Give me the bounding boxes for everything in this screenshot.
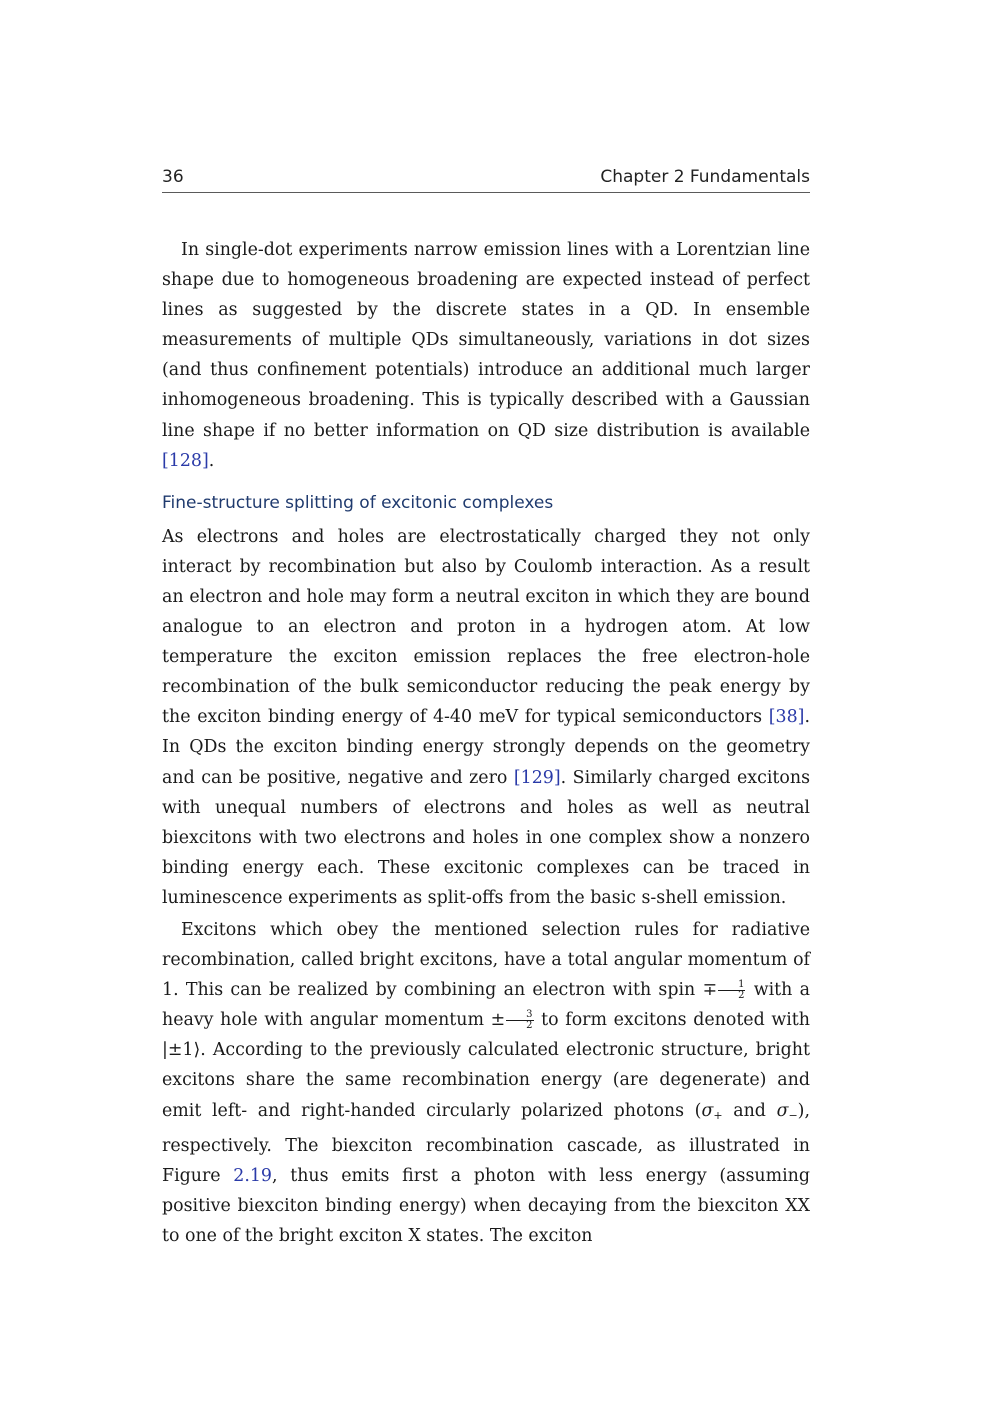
paragraph-text: ), respectively. The biexciton recombination cascade, as illustrated in Figure [162, 1100, 810, 1186]
sigma-minus-symbol: $\sigma_-$ [776, 1100, 798, 1122]
page-number: 36 [162, 167, 184, 187]
paragraph-text: . In QDs the exciton binding energy strongly depends on the geometry and can be positive, negative and zero [162, 707, 810, 788]
paragraph-bright-excitons [162, 915, 810, 1251]
paragraph-excitons [162, 522, 810, 913]
fraction-one-half [718, 980, 745, 1001]
paragraph-text: , thus emits first a photon with less energy (assuming positive biexciton binding energy) when decaying from the biexciton XX to one of the bright exciton X states. The exciton [162, 1165, 810, 1246]
page-header [162, 166, 810, 193]
fraction-numerator: 1 [718, 980, 745, 991]
paragraph-text: As electrons and holes are electrostatically charged they not only interact by recombination but also by Coulomb interaction. As a result an electron and hole may form a neutral exciton in which they are bound analogue to an electron and proton in a hydrogen atom. At low temperature the exciton emission replaces the free electron-hole recombination of the bulk semiconductor reducing the peak energy by the exciton binding energy of 4-40 meV for typical semiconductors [162, 526, 810, 728]
figure-reference-link[interactable]: 2.19 [233, 1165, 272, 1186]
paragraph-text: In single-dot experiments narrow emission lines with a Lorentzian line shape due to homogeneous broadening are expected instead of perfect lines as suggested by the discrete states in a QD. In ensemble measurements of multiple QDs simultaneously, variations in dot sizes (and thus confinement potentials) introduce an additional much larger inhomogeneous broadening. This is typically described with a Gaussian line shape if no better information on QD size distribution is available [162, 240, 810, 441]
running-title: Chapter 2 Fundamentals [600, 167, 810, 187]
fraction-three-halves [506, 1010, 533, 1031]
paragraph-text: with a heavy hole with angular momentum ± [162, 980, 810, 1031]
paragraph-text: and [722, 1100, 777, 1121]
fraction-denominator: 2 [738, 990, 745, 1002]
paragraph-broadening [162, 235, 810, 476]
fraction-numerator: 3 [506, 1010, 533, 1021]
citation-link[interactable]: [128] [162, 450, 209, 471]
sigma-plus-symbol: $\sigma_+$ [701, 1100, 723, 1122]
paragraph-text: Excitons which obey the mentioned selection rules for radiative recombination, called bright excitons, have a total angular momentum of 1. This can be realized by combining an electron with spin ∓ [162, 919, 810, 1001]
paragraph-text: . Similarly charged excitons with unequal numbers of electrons and holes as well as neutral biexcitons with two electrons and holes in one complex show a nonzero binding energy each. These excitonic complexes can be traced in luminescence experiments as split-offs from the basic s-shell emission. [162, 767, 810, 908]
paragraph-text: to form excitons denoted with |±1⟩. According to the previously calculated electronic structure, bright excitons share the same recombination energy (are degenerate) and emit left- and right-handed circularly polarized photons ( [162, 1010, 810, 1121]
citation-link[interactable]: [129] [513, 767, 561, 788]
citation-link[interactable]: [38] [768, 707, 805, 728]
section-heading: Fine-structure splitting of excitonic complexes [162, 492, 554, 513]
paragraph-text: . [208, 450, 215, 471]
fraction-denominator: 2 [526, 1020, 533, 1032]
body-text [162, 235, 810, 1251]
